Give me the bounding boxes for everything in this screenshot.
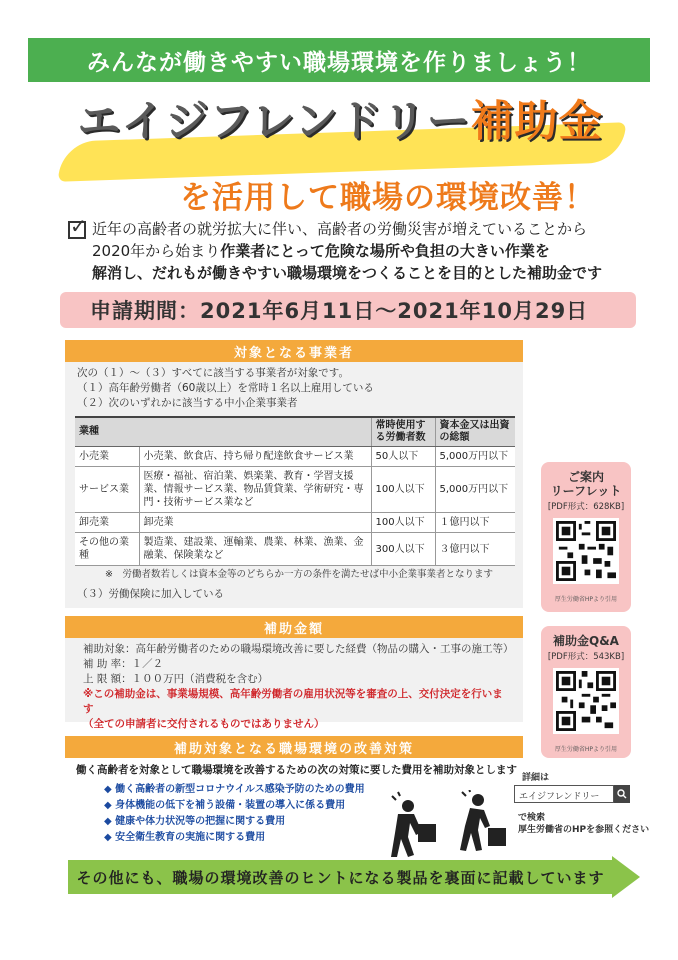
table-row xyxy=(75,513,515,533)
qr-code-icon[interactable] xyxy=(553,668,619,734)
intro-line2-bold: 作業者にとって危険な場所や負担の大きい作業を xyxy=(220,242,550,260)
search-input[interactable]: エイジフレンドリー xyxy=(514,785,614,803)
table-cell: 小売業 xyxy=(75,447,139,467)
table-row xyxy=(75,467,515,513)
bottom-banner: その他にも、職場の環境改善のヒントになる製品を裏面に記載しています xyxy=(68,860,613,894)
top-banner xyxy=(28,38,650,82)
table-note: ※ 労働者数若しくは資本金等のどちらか一方の条件を満たせば中小企業事業者となります xyxy=(105,569,493,580)
leaflet-title2: リーフレット xyxy=(550,484,622,498)
list-item: ◆ 働く高齢者の新型コロナウイルス感染予防のための費用 xyxy=(104,782,404,798)
intro-line2-plain: 2020年から始まり xyxy=(92,242,221,260)
subsidy-rate: 補 助 率：１／２ xyxy=(83,658,164,670)
application-period: 申請期間：2021年6月11日～2021年10月29日 xyxy=(60,292,636,328)
search-hint xyxy=(518,812,649,836)
table-header-row xyxy=(75,417,515,447)
table-row xyxy=(75,447,515,467)
intro-text xyxy=(92,218,652,284)
main-title xyxy=(40,88,640,149)
subsidy-warning-note: （全ての申請者に交付されるものではありません） xyxy=(83,718,325,730)
subtitle: を活用して職場の環境改善！ xyxy=(180,180,596,216)
search-hint-line1: で検索 xyxy=(518,813,546,823)
table-cell: ３億円以下 xyxy=(435,533,515,566)
search-icon[interactable] xyxy=(614,785,630,803)
eligible-line1: 次の（１）～（３）すべてに該当する事業者が対象です。 xyxy=(77,367,349,379)
leaflet-card[interactable] xyxy=(541,462,631,612)
intro-line3: 解消し、だれもが働きやすい職場環境をつくることを目的とした補助金です xyxy=(92,264,603,282)
eligible-panel xyxy=(65,340,523,608)
business-table xyxy=(75,416,515,566)
eligible-line3: （２）次のいずれかに該当する中小企業事業者 xyxy=(77,397,298,409)
leaflet-format: [PDF形式：628KB] xyxy=(547,502,625,512)
faq-caption: 厚生労働省HPより引用 xyxy=(554,746,618,753)
measures-header: 補助対象となる職場環境の改善対策 xyxy=(65,736,523,758)
table-cell: その他の業種 xyxy=(75,533,139,566)
table-cell: サービス業 xyxy=(75,467,139,513)
arrow-right-icon xyxy=(612,856,640,898)
table-cell: １億円以下 xyxy=(435,513,515,533)
faq-card[interactable] xyxy=(541,626,631,758)
measures-description: 働く高齢者を対象として職場環境を改善するための次の対策に要した費用を補助対象とします xyxy=(76,764,517,776)
subsidy-target: 補助対象：高年齢労働者のための職場環境改善に要した経費（物品の購入・工事の施工等） xyxy=(83,643,514,655)
eligible-line4: （３）労働保険に加入している xyxy=(77,588,224,600)
list-item: ◆ 健康や体力状況等の把握に関する費用 xyxy=(104,814,404,830)
table-cell: 製造業、建設業、運輸業、農業、林業、漁業、金融業、保険業など xyxy=(139,533,371,566)
header-workers: 常時使用する労働者数 xyxy=(371,417,435,447)
search-hint-line2: 厚生労働省のHPを参照ください xyxy=(518,825,650,835)
table-cell: 5,000万円以下 xyxy=(435,467,515,513)
table-cell: 卸売業 xyxy=(139,513,371,533)
checkmark-icon: ✓ xyxy=(70,214,87,238)
table-cell: 50人以下 xyxy=(371,447,435,467)
table-cell: 医療・福祉、宿泊業、娯楽業、教育・学習支援業、情報サービス業、物品賃貸業、学術研究・専門・技術サービス業など xyxy=(139,467,371,513)
table-cell: 100人以下 xyxy=(371,467,435,513)
table-row xyxy=(75,533,515,566)
banner-text: みんなが働きやすい職場環境を作りましょう！ xyxy=(87,49,591,76)
subsidy-header: 補助金額 xyxy=(65,616,523,638)
faq-title: 補助金Q&A xyxy=(553,634,619,648)
title-part2: 補助金 xyxy=(470,97,603,147)
subsidy-panel xyxy=(65,616,523,730)
leaflet-title1: ご案内 xyxy=(567,470,604,484)
subsidy-limit: 上 限 額：１００万円（消費税を含む） xyxy=(83,673,269,685)
table-cell: 5,000万円以下 xyxy=(435,447,515,467)
list-item: ◆ 身体機能の低下を補う設備・装置の導入に係る費用 xyxy=(104,798,404,814)
title-area xyxy=(40,86,640,178)
header-capital: 資本金又は出資の総額 xyxy=(435,417,515,447)
workers-illustration-icon xyxy=(384,790,514,860)
qr-code-icon[interactable] xyxy=(553,518,619,584)
list-item: ◆ 安全衛生教育の実施に関する費用 xyxy=(104,830,404,846)
table-cell: 小売業、飲食店、持ち帰り配達飲食サービス業 xyxy=(139,447,371,467)
eligible-header: 対象となる事業者 xyxy=(65,340,523,362)
header-industry: 業種 xyxy=(75,417,371,447)
table-cell: 100人以下 xyxy=(371,513,435,533)
faq-format: [PDF形式：543KB] xyxy=(547,652,625,662)
eligible-line2: （１）高年齢労働者（60歳以上）を常時１名以上雇用している xyxy=(77,382,374,394)
intro-line1: 近年の高齢者の就労拡大に伴い、高齢者の労働災害が増えていることから xyxy=(92,220,588,238)
measures-list xyxy=(104,782,404,846)
table-cell: 卸売業 xyxy=(75,513,139,533)
subsidy-warning: ※この補助金は、事業場規模、高年齢労働者の雇用状況等を審査の上、交付決定を行います xyxy=(83,688,503,715)
leaflet-caption: 厚生労働省HPより引用 xyxy=(554,596,618,603)
table-cell: 300人以下 xyxy=(371,533,435,566)
title-part1: エイジフレンドリー xyxy=(77,97,471,147)
detail-label: 詳細は xyxy=(522,773,550,783)
